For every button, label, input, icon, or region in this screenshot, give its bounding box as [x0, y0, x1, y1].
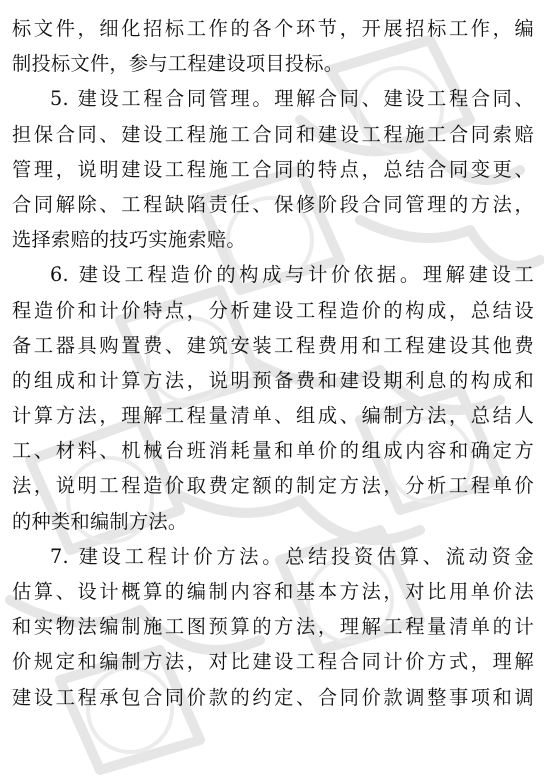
paragraph-first-line: 6. 建设工程造价的构成与计价依据。理解建设工	[50, 263, 534, 287]
text-line: 制投标文件，参与工程建设项目投标。	[12, 52, 344, 76]
text-line: 和实物法编制施工图预算的方法，理解工程量清单的计	[12, 615, 534, 639]
text-line: 合同解除、工程缺陷责任、保修阶段合同管理的方法，	[12, 192, 534, 216]
document-body	[12, 11, 534, 715]
text-line: 选择索赔的技巧实施索赔。	[12, 228, 246, 252]
paragraph-first-line: 7. 建设工程计价方法。总结投资估算、流动资金	[50, 544, 534, 568]
text-line: 管理，说明建设工程施工合同的特点，总结合同变更、	[12, 157, 534, 181]
text-line: 标文件，细化招标工作的各个环节，开展招标工作，编	[12, 17, 534, 40]
text-line: 备工器具购置费、建筑安装工程费用和工程建设其他费	[12, 333, 534, 357]
paragraph-first-line: 5. 建设工程合同管理。理解合同、建设工程合同、	[50, 87, 534, 111]
text-line: 价规定和编制方法，对比建设工程合同计价方式，理解	[12, 650, 534, 674]
text-line: 估算、设计概算的编制内容和基本方法，对比用单价法	[12, 580, 534, 603]
text-line: 计算方法，理解工程量清单、组成、编制方法，总结人	[12, 404, 534, 428]
text-line: 的种类和编制方法。	[12, 509, 188, 533]
text-line: 程造价和计价特点，分析建设工程造价的构成，总结设	[12, 298, 534, 322]
text-line: 担保合同、建设工程施工合同和建设工程施工合同索赔	[12, 122, 534, 146]
text-line: 的组成和计算方法，说明预备费和建设期利息的构成和	[12, 368, 534, 392]
text-line: 法，说明工程造价取费定额的制定方法，分析工程单价	[12, 474, 534, 498]
text-line: 工、材料、机械台班消耗量和单价的组成内容和确定方	[12, 439, 534, 463]
text-line: 建设工程承包合同价款的约定、合同价款调整事项和调	[12, 685, 534, 709]
